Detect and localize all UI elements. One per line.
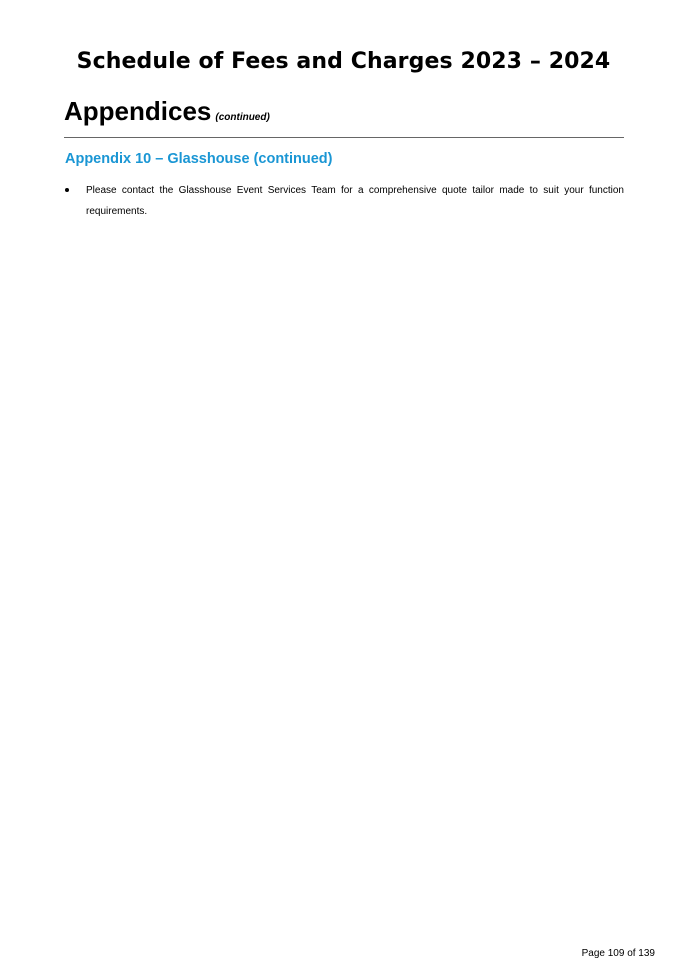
section-heading-suffix: (continued): [215, 112, 270, 123]
bullet-icon: [65, 188, 69, 192]
list-item: [64, 180, 624, 222]
list-item-text: Please contact the Glasshouse Event Services Team for a comprehensive quote tailor made to suit your function requirements.: [86, 185, 624, 217]
section-heading-text: Appendices: [64, 96, 212, 126]
section-divider: [64, 137, 624, 138]
document-title: Schedule of Fees and Charges 2023 – 2024: [76, 49, 611, 74]
bullet-list: [64, 180, 624, 222]
appendix-heading: Appendix 10 – Glasshouse (continued): [65, 151, 333, 167]
section-heading: [64, 94, 270, 128]
page-number: Page 109 of 139: [581, 948, 655, 959]
